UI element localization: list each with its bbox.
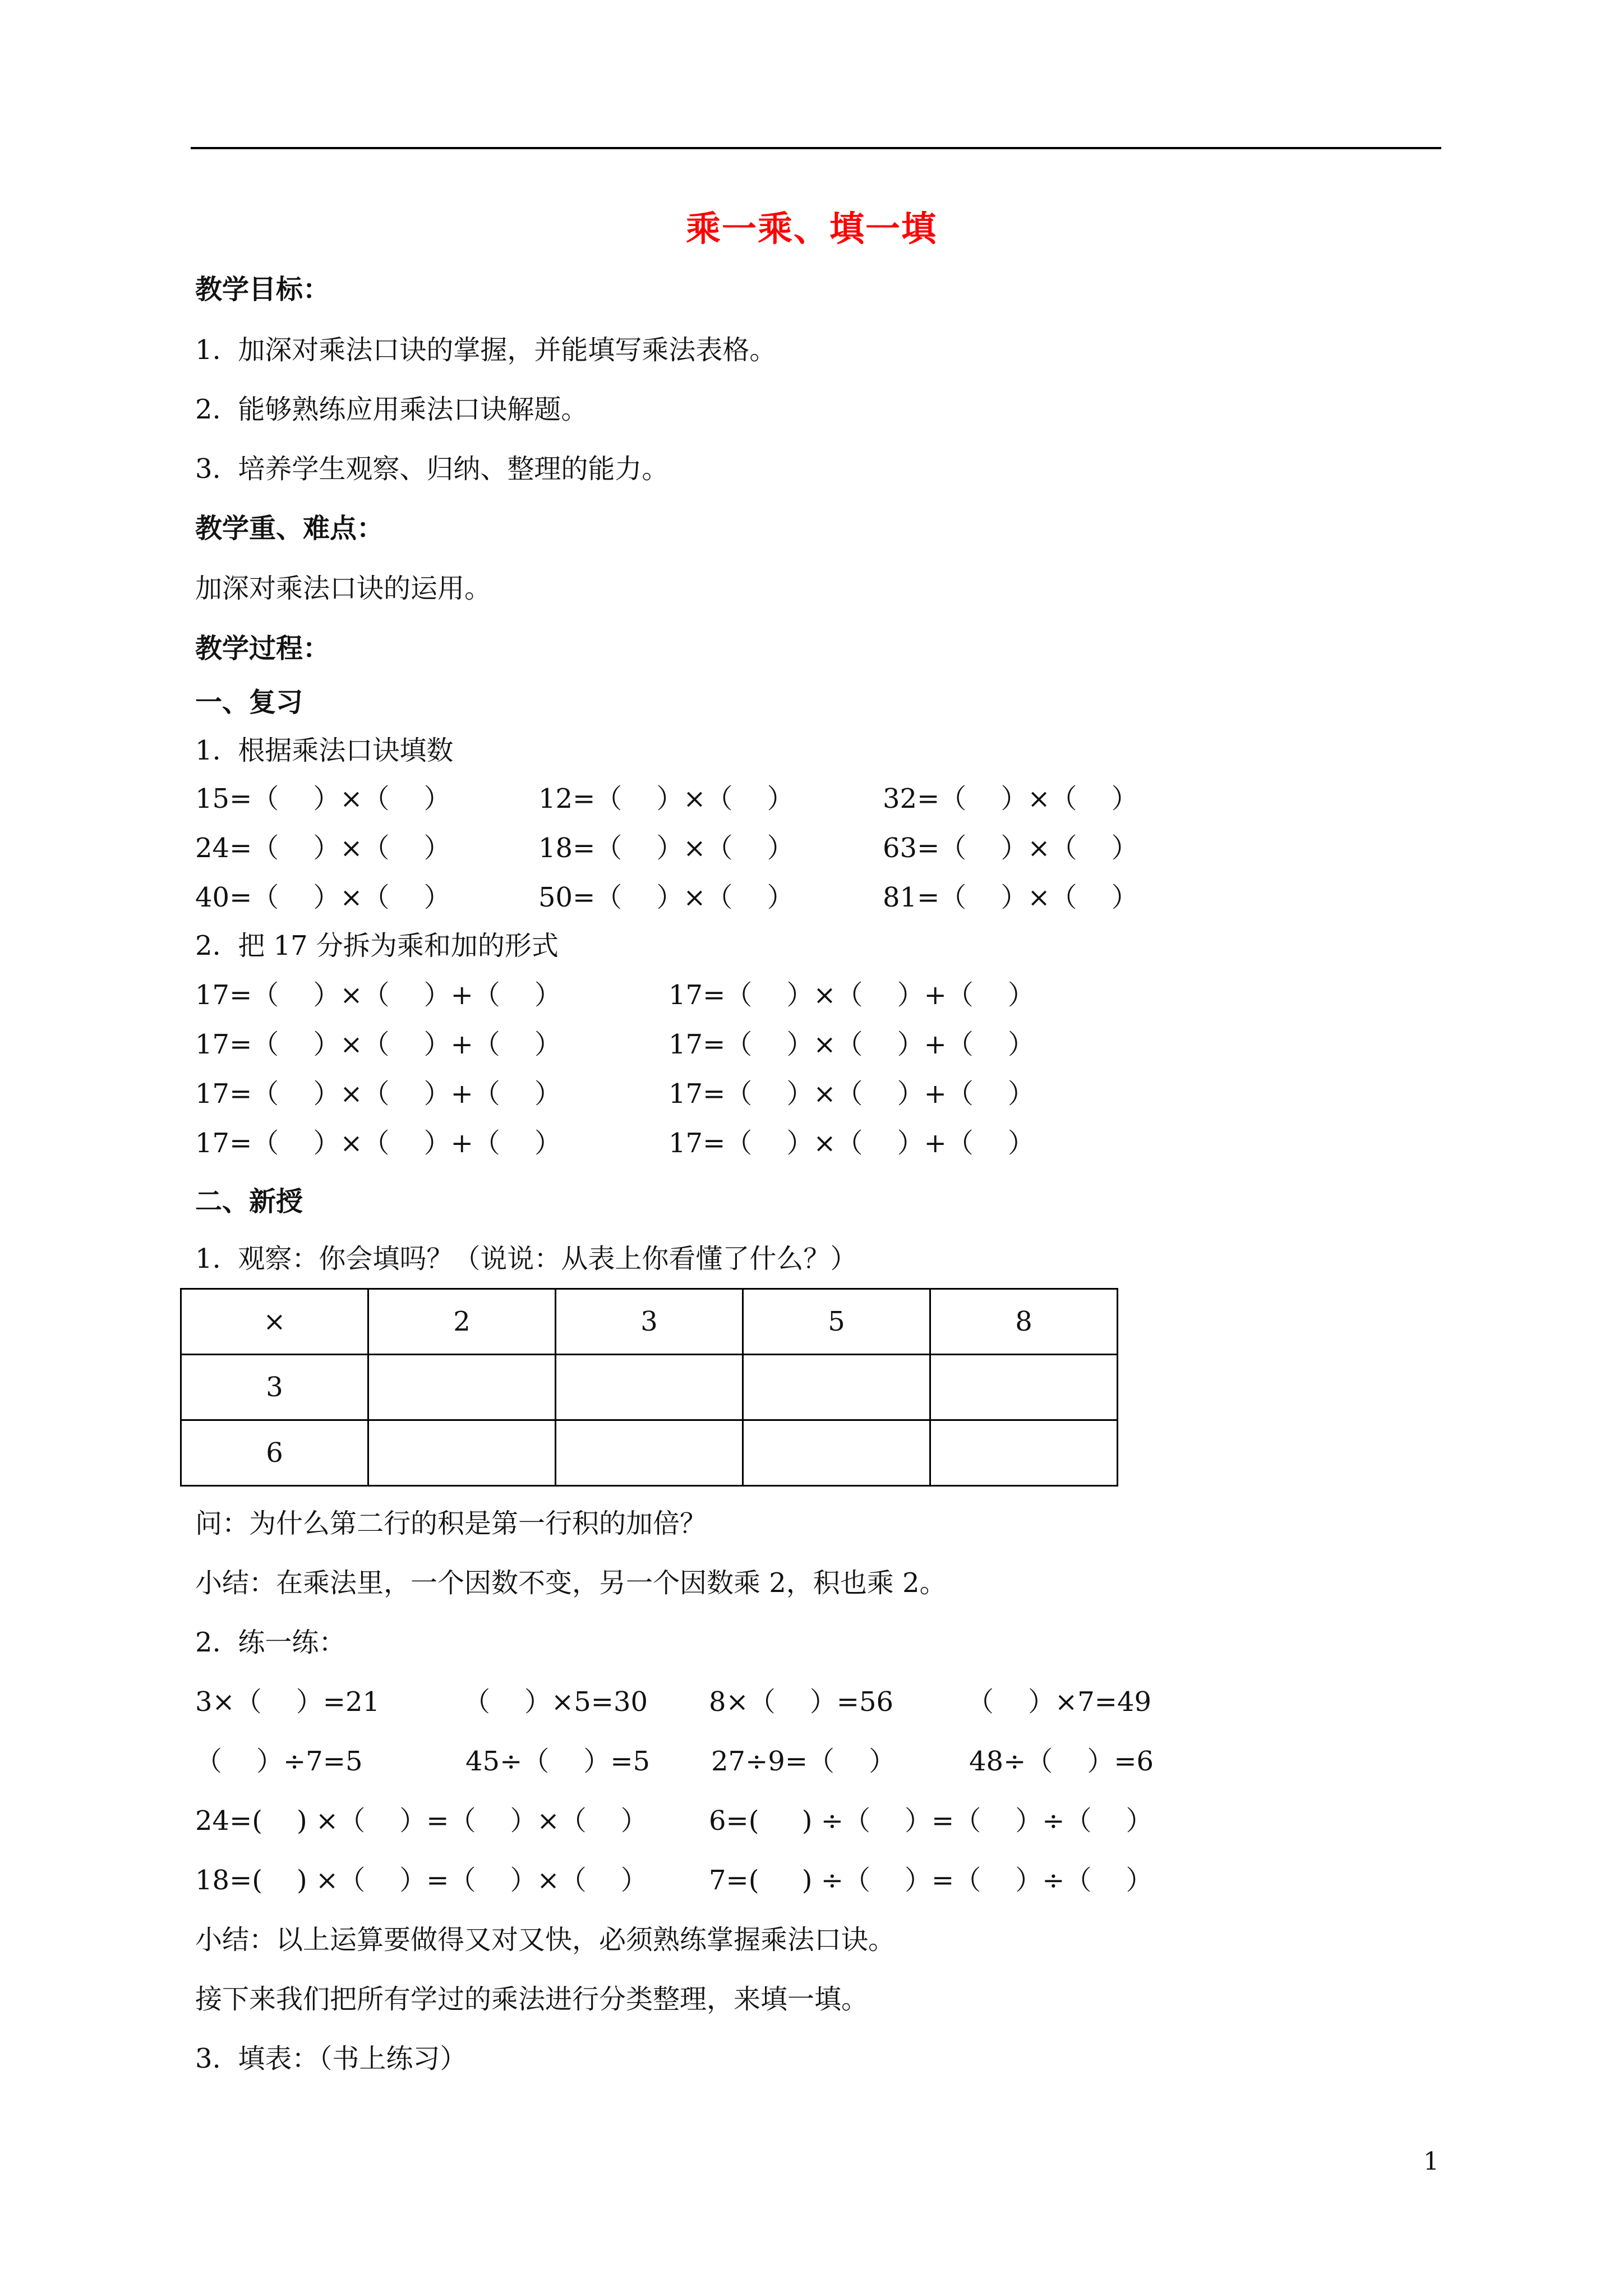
table-cell xyxy=(930,1355,1118,1420)
practice-exercise: 6=( ) ÷（ ）=（ ）÷（ ） xyxy=(709,1805,1153,1837)
next-text: 接下来我们把所有学过的乘法进行分类整理，来填一填。 xyxy=(195,1984,869,2015)
header-rule xyxy=(191,147,1441,149)
split-exercise: 17=（ ）×（ ）+（ ） xyxy=(668,1029,1035,1060)
factor-exercise: 32=（ ）×（ ） xyxy=(883,783,1138,815)
practice-exercise: 18=( ) ×（ ）=（ ）×（ ） xyxy=(195,1865,648,1896)
practice-heading: 2. 练一练： xyxy=(195,1627,346,1658)
split-exercise: 17=（ ）×（ ）+（ ） xyxy=(195,1029,561,1060)
table-cell xyxy=(556,1355,743,1420)
split-exercise: 17=（ ）×（ ）+（ ） xyxy=(668,1078,1035,1110)
practice-exercise: 3×（ ）=21 xyxy=(195,1686,380,1718)
table-header-cell: 3 xyxy=(556,1289,743,1355)
table-header-cell: 5 xyxy=(743,1289,930,1355)
objective-2: 2. 能够熟练应用乘法口诀解题。 xyxy=(195,394,588,425)
table-cell xyxy=(556,1420,743,1486)
table-cell xyxy=(930,1420,1118,1486)
table-row xyxy=(181,1420,1118,1486)
key-points-text: 加深对乘法口诀的运用。 xyxy=(195,573,492,604)
review-item-2: 2. 把 17 分拆为乘和加的形式 xyxy=(195,930,559,961)
table-header-row xyxy=(181,1289,1118,1355)
practice-exercise: （ ）×5=30 xyxy=(463,1686,648,1718)
table-header-cell: 2 xyxy=(368,1289,556,1355)
review-item-1: 1. 根据乘法口诀填数 xyxy=(195,735,454,766)
factor-exercise: 15=（ ）×（ ） xyxy=(195,783,451,815)
practice-exercise: （ ）×7=49 xyxy=(967,1686,1152,1718)
practice-exercise: 8×（ ）=56 xyxy=(709,1686,894,1718)
factor-exercise: 63=（ ）×（ ） xyxy=(883,832,1138,864)
split-exercise: 17=（ ）×（ ）+（ ） xyxy=(668,979,1035,1011)
practice-exercise: 24=( ) ×（ ）=（ ）×（ ） xyxy=(195,1805,648,1837)
table-cell xyxy=(743,1420,930,1486)
table-row xyxy=(181,1355,1118,1420)
split-exercise: 17=（ ）×（ ）+（ ） xyxy=(195,1128,561,1159)
factor-exercise: 12=（ ）×（ ） xyxy=(538,783,794,815)
practice-exercise: 27÷9=（ ） xyxy=(711,1746,896,1777)
table-header-cell: 8 xyxy=(930,1289,1118,1355)
table-cell xyxy=(368,1355,556,1420)
practice-exercise: （ ）÷7=5 xyxy=(195,1746,363,1777)
split-exercise: 17=（ ）×（ ）+（ ） xyxy=(195,979,561,1011)
split-exercise: 17=（ ）×（ ）+（ ） xyxy=(195,1078,561,1110)
table-cell xyxy=(368,1420,556,1486)
practice-exercise: 48÷（ ）=6 xyxy=(969,1746,1154,1777)
page-number: 1 xyxy=(1423,2147,1439,2176)
new-item-1: 1. 观察：你会填吗？（说说：从表上你看懂了什么？） xyxy=(195,1243,857,1274)
question-text: 问：为什么第二行的积是第一行积的加倍？ xyxy=(195,1508,707,1539)
table-row-label: 3 xyxy=(181,1355,368,1420)
fill-table-item: 3. 填表：（书上练习） xyxy=(195,2043,467,2074)
table-header-cell: × xyxy=(181,1289,368,1355)
factor-exercise: 24=（ ）×（ ） xyxy=(195,832,451,864)
table-cell xyxy=(743,1355,930,1420)
review-heading: 一、复习 xyxy=(195,687,303,718)
summary-1: 小结：在乘法里，一个因数不变，另一个因数乘 2，积也乘 2。 xyxy=(195,1567,947,1599)
factor-exercise: 18=（ ）×（ ） xyxy=(538,832,794,864)
new-heading: 二、新授 xyxy=(195,1186,303,1217)
objective-3: 3. 培养学生观察、归纳、整理的能力。 xyxy=(195,453,669,485)
key-points-heading: 教学重、难点： xyxy=(195,513,384,544)
split-exercise: 17=（ ）×（ ）+（ ） xyxy=(668,1128,1035,1159)
factor-exercise: 81=（ ）×（ ） xyxy=(883,882,1138,913)
table-row-label: 6 xyxy=(181,1420,368,1486)
practice-exercise: 45÷（ ）=5 xyxy=(465,1746,651,1777)
factor-exercise: 40=（ ）×（ ） xyxy=(195,882,451,913)
process-heading: 教学过程： xyxy=(195,633,330,664)
factor-exercise: 50=（ ）×（ ） xyxy=(538,882,794,913)
objective-1: 1. 加深对乘法口诀的掌握，并能填写乘法表格。 xyxy=(195,334,777,366)
document-title: 乘一乘、填一填 xyxy=(685,208,937,249)
summary-2: 小结：以上运算要做得又对又快，必须熟练掌握乘法口诀。 xyxy=(195,1924,896,1955)
multiplication-table xyxy=(180,1288,1118,1487)
practice-exercise: 7=( ) ÷（ ）=（ ）÷（ ） xyxy=(709,1865,1153,1896)
objectives-heading: 教学目标： xyxy=(195,274,330,305)
